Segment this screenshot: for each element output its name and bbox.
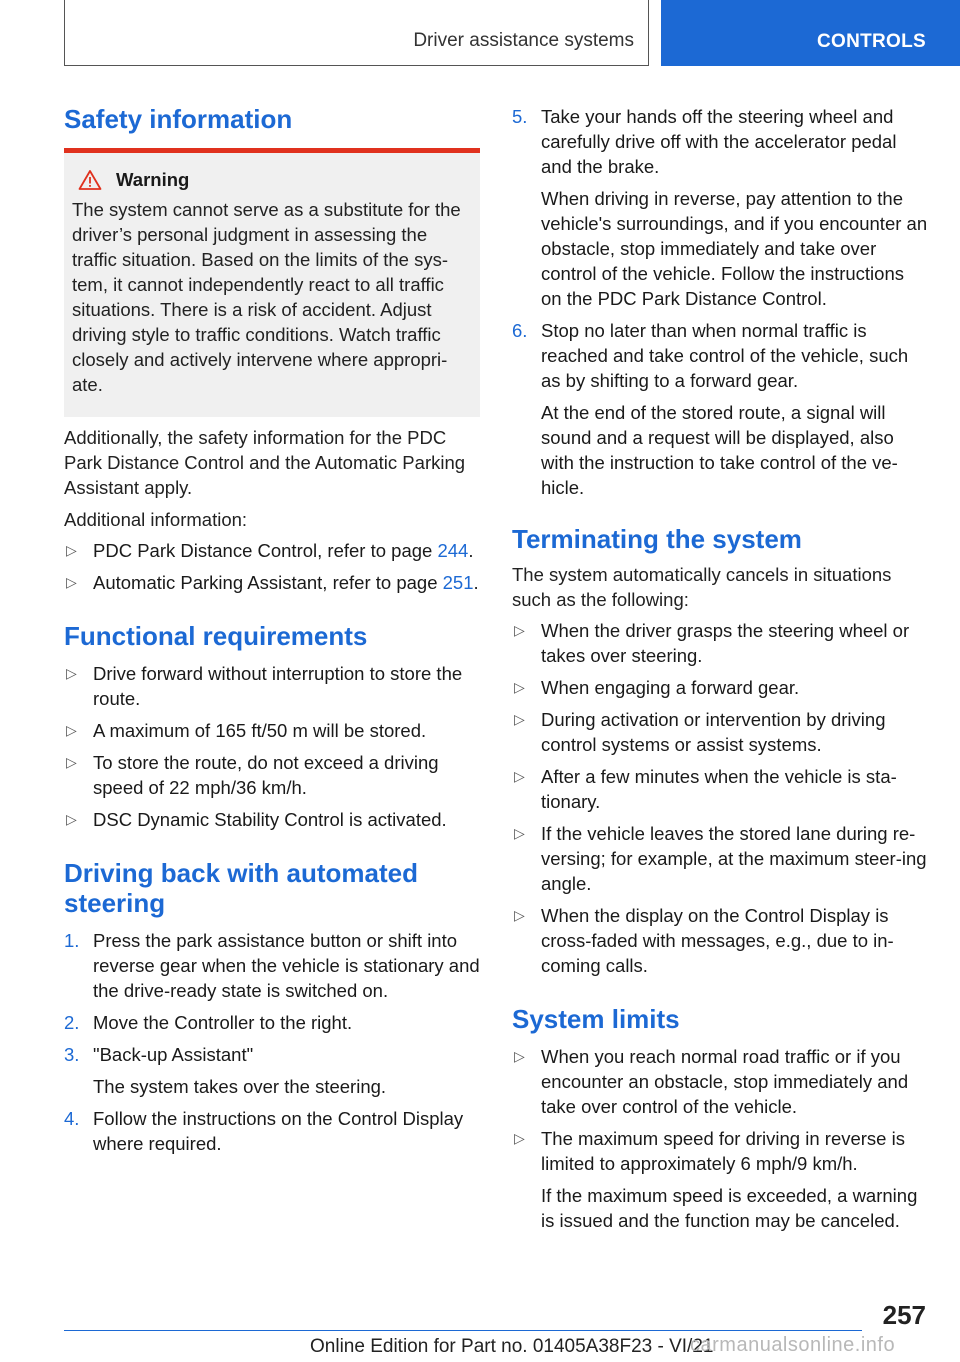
warning-header — [78, 169, 472, 191]
triangle-right-icon: ▷ — [66, 811, 77, 827]
system-limits-list — [512, 1044, 928, 1233]
driving-back-heading: Driving back with automated steering — [64, 858, 418, 918]
triangle-right-icon: ▷ — [514, 679, 525, 695]
list-item: ▷ A maximum of 165 ft/50 m will be stored. — [66, 720, 427, 741]
triangle-right-icon: ▷ — [514, 825, 525, 841]
info-list — [64, 538, 480, 595]
list-item: ▷ DSC Dynamic Stability Control is activated. — [66, 809, 447, 830]
list-item: ▷ When the display on the Control Display is cross-faded with messages, e.g., due to in-coming calls. — [514, 905, 894, 976]
page-link-244[interactable]: 244 — [437, 540, 469, 561]
warning-box — [64, 148, 480, 417]
edition-text: Online Edition for Part no. 01405A38F23 - VI/21 — [310, 1336, 714, 1357]
list-item: ▷ Drive forward without interruption to store the route. — [66, 663, 463, 709]
step-item: 4. Follow the instructions on the Control Display where required. — [64, 1108, 464, 1154]
list-item: ▷ To store the route, do not exceed a driving speed of 22 mph/36 km/h. — [66, 752, 439, 798]
list-item: ▷ Automatic Parking Assistant, refer to page 251. — [66, 572, 479, 593]
header-chapter-tab — [661, 0, 960, 66]
step-item: 3. "Back-up Assistant" The system takes over the steering. — [64, 1044, 387, 1097]
terminating-list — [512, 618, 928, 978]
triangle-right-icon: ▷ — [66, 665, 77, 681]
header-section-box — [64, 0, 649, 66]
step-item: 1. Press the park assistance button or shift into reverse gear when the vehicle is stationary and the drive-ready state is switched on. — [64, 930, 480, 1001]
footer-divider — [64, 1330, 862, 1331]
terminating-heading: Terminating the system — [512, 524, 802, 554]
driving-back-steps — [64, 928, 480, 1156]
warning-text: The system cannot serve as a substitute for the driver’s personal judgment in assessing the traffic situation. Based on the limits of the sys-tem, it cannot independently react to all traffic situations. There is a risk of accident. Adjust driving style to traffic conditions. Watch traffic closely and actively intervene where appropri-ate. — [72, 199, 461, 395]
step-item: 5. Take your hands off the steering wheel and carefully drive off with the accelerator pedal and the brake. When driving in reverse, pay attention to the vehicle's surroundings, and if you encounter an obstacle, stop immediately and take over control of the vehicle. Follow the instructions on the PDC Park Distance Control. — [512, 106, 928, 309]
list-item: ▷ When you reach normal road traffic or if you encounter an obstacle, stop immediately and take over control of the vehicle. — [514, 1046, 909, 1117]
driving-back-steps-continued — [512, 104, 928, 500]
step-item: 6. Stop no later than when normal traffic is reached and take control of the vehicle, such as by shifting to a forward gear. At the end of the stored route, a signal will sound and a request will be displayed, also with the instruction to take control of the ve-hicle. — [512, 320, 909, 498]
triangle-right-icon: ▷ — [514, 711, 525, 727]
triangle-right-icon: ▷ — [514, 622, 525, 638]
warning-title: Warning — [116, 169, 190, 190]
triangle-right-icon: ▷ — [514, 907, 525, 923]
triangle-right-icon: ▷ — [66, 574, 77, 590]
warning-triangle-icon — [78, 169, 102, 191]
safety-heading: Safety information — [64, 104, 293, 134]
triangle-right-icon: ▷ — [514, 768, 525, 784]
list-item: ▷ During activation or intervention by driving control systems or assist systems. — [514, 709, 886, 755]
page-link-251[interactable]: 251 — [442, 572, 474, 593]
list-item: ▷ The maximum speed for driving in reverse is limited to approximately 6 mph/9 km/h. If the maximum speed is exceeded, a warning is issued and the function may be canceled. — [514, 1128, 918, 1231]
terminating-intro: The system automatically cancels in situations such as the following: — [512, 564, 892, 610]
triangle-right-icon: ▷ — [514, 1130, 525, 1146]
additional-safety-text: Additionally, the safety information for the PDC Park Distance Control and the Automatic Parking Assistant apply. — [64, 427, 466, 498]
list-item: ▷ When engaging a forward gear. — [514, 677, 800, 698]
system-limits-heading: System limits — [512, 1004, 680, 1034]
additional-info-label: Additional information: — [64, 509, 248, 530]
right-column — [512, 104, 928, 1233]
list-item: ▷ After a few minutes when the vehicle is sta-tionary. — [514, 766, 897, 812]
list-item: ▷ If the vehicle leaves the stored lane during re-versing; for example, at the maximum steer-ing angle. — [514, 823, 927, 894]
triangle-right-icon: ▷ — [514, 1048, 525, 1064]
list-item: ▷ PDC Park Distance Control, refer to page 244. — [66, 540, 474, 561]
list-item: ▷ When the driver grasps the steering wheel or takes over steering. — [514, 620, 910, 666]
triangle-right-icon: ▷ — [66, 542, 77, 558]
functional-requirements-list — [64, 661, 480, 832]
left-column — [64, 100, 480, 1156]
watermark: carmanualsonline.info — [690, 1334, 896, 1356]
header-section-title: Driver assistance systems — [413, 30, 634, 51]
step-item: 2. Move the Controller to the right. — [64, 1012, 353, 1033]
header-chapter-title: CONTROLS — [816, 31, 926, 52]
triangle-right-icon: ▷ — [66, 754, 77, 770]
page-number: 257 — [882, 1300, 926, 1330]
triangle-right-icon: ▷ — [66, 722, 77, 738]
functional-requirements-heading: Functional requirements — [64, 621, 368, 651]
